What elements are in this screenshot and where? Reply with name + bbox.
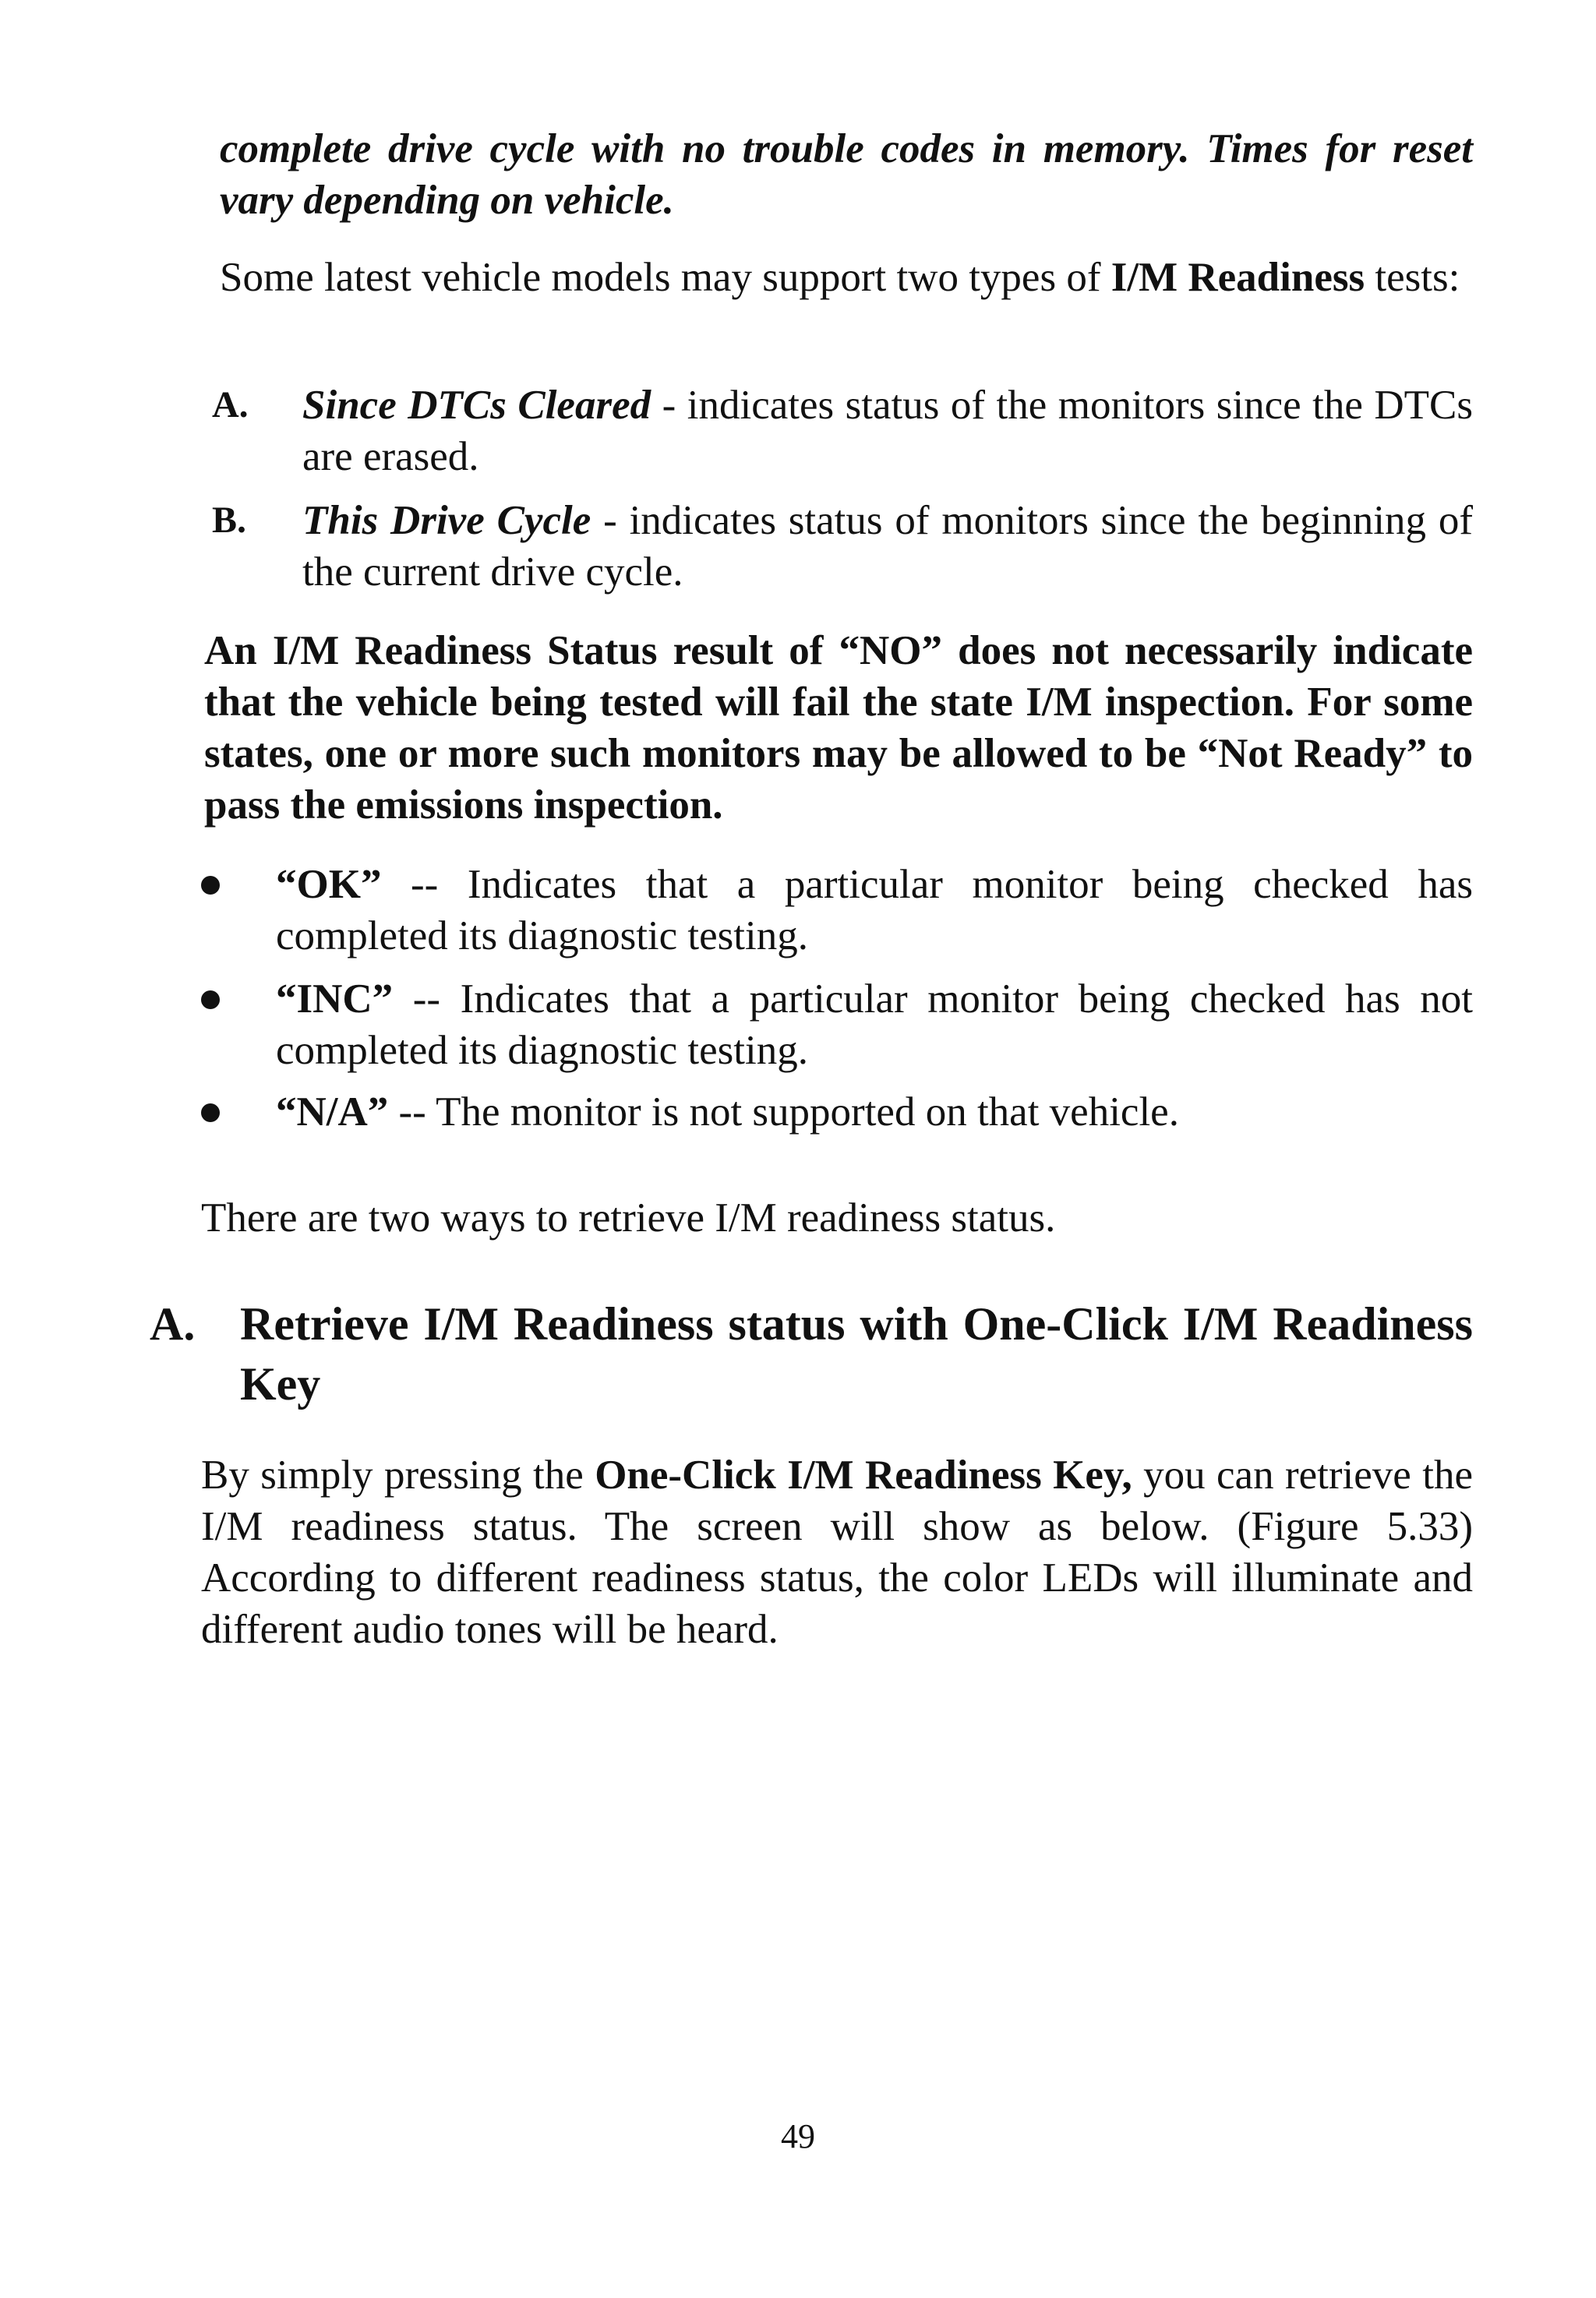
status-desc: -- Indicates that a particular monitor being checked has not completed its diagnostic testing. [276,976,1473,1073]
test-item-letter: A. [212,384,249,425]
section-heading-text: Retrieve I/M Readiness status with One-Click I/M Readiness Key [240,1298,1473,1410]
reset-note [220,123,1473,226]
test-item-name: Since DTCs Cleared [302,383,651,428]
bullet-icon [201,990,220,1009]
section-heading-letter: A. [150,1298,196,1350]
bullet-icon [201,876,220,895]
test-item-text [302,379,1473,482]
test-item-text [302,495,1473,598]
readiness-types-intro [220,252,1473,303]
status-desc: -- Indicates that a particular monitor being checked has completed its diagnostic testing. [276,862,1473,958]
retrieve-ways-sentence [201,1192,1473,1244]
bullet-icon [201,1103,220,1122]
retrieve-ways-text: There are two ways to retrieve I/M readiness status. [201,1195,1056,1241]
one-click-paragraph [201,1449,1473,1655]
one-click-key-name: One-Click I/M Readiness Key, [595,1453,1132,1498]
status-code: “N/A” [276,1089,389,1135]
readiness-types-bold: I/M Readiness [1110,255,1365,300]
status-desc: -- The monitor is not supported on that vehicle. [388,1089,1179,1135]
readiness-warning-text: An I/M Readiness Status result of “NO” does not necessarily indicate that the vehicle being tested will fail the state I/M inspection. For some states, one or more such monitors may be allowed to be “Not Ready” to pass the emissions inspection. [204,628,1473,828]
test-item-desc: - indicates status of the monitors since the DTCs are erased. [302,383,1473,479]
reset-note-text: complete drive cycle with no trouble codes in memory. Times for reset vary depending on vehicle. [220,126,1473,223]
one-click-post: you can retrieve the I/M readiness status. The screen will show as below. (Figure 5.33) According to different readiness status, the color LEDs will illuminate and different audio tones will be heard. [201,1453,1473,1652]
status-code: “INC” [276,976,394,1022]
status-item-text [276,1086,1473,1138]
status-item-text [276,973,1473,1076]
status-code: “OK” [276,862,382,907]
readiness-types-pre: Some latest vehicle models may support two types of [220,255,1111,300]
page-number: 49 [781,2117,815,2155]
readiness-warning [204,625,1473,831]
test-item-name: This Drive Cycle [302,498,591,543]
test-item-letter: B. [212,499,247,541]
one-click-pre: By simply pressing the [201,1453,595,1498]
test-item-desc: - indicates status of monitors since the beginning of the current drive cycle. [302,498,1473,595]
readiness-types-post: tests: [1365,255,1460,300]
status-item-text [276,859,1473,962]
